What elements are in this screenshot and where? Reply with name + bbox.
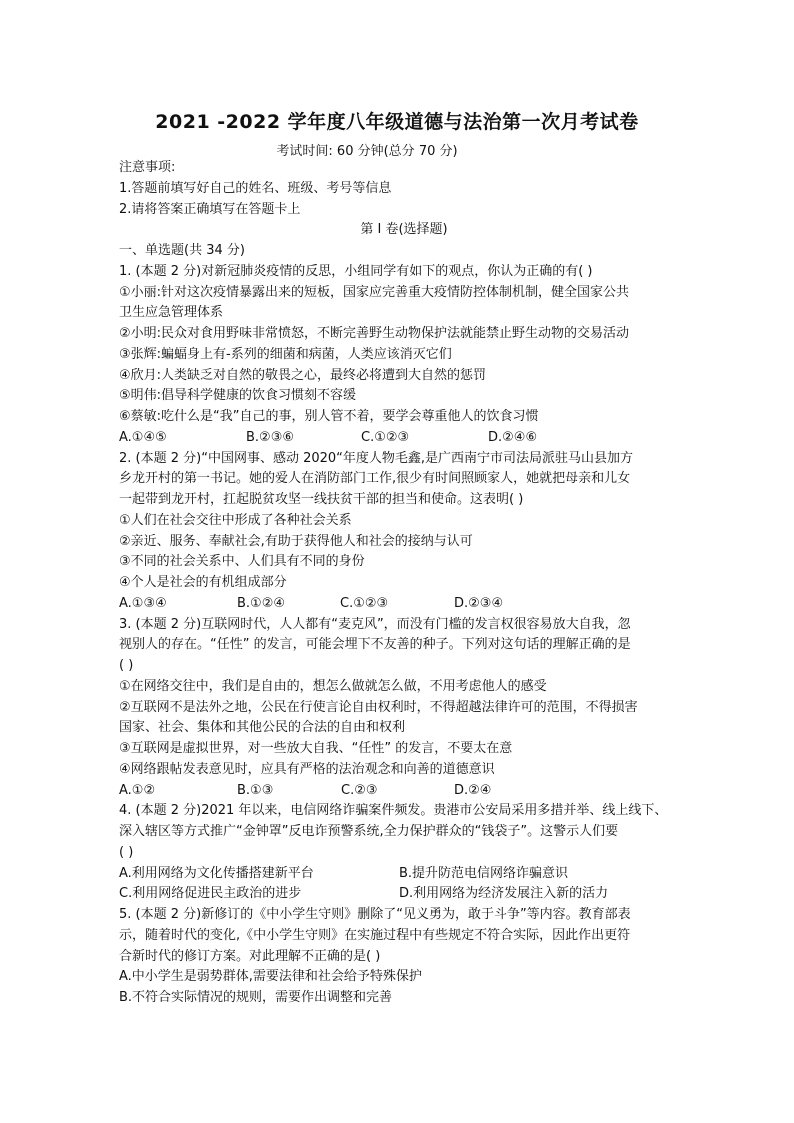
option-a[interactable]: A.利用网络为文化传播搭建新平台 [119,865,314,881]
statement: ④个人是社会的有机组成部分 [119,575,287,590]
option-a[interactable]: A.①③④ [119,595,167,611]
option-d[interactable]: D.②④ [454,782,492,798]
statement: 国家、社会、集体和其他公民的合法的自由和权利 [119,720,406,736]
statement: ①在网络交往中，我们是自由的，想怎么做就怎么做，不用考虑他人的感受 [119,678,547,694]
answer-options [119,781,689,802]
statement: ③不同的社会关系中、人们具有不同的身份 [119,554,365,570]
question-stem: 视别人的存在。“任性” 的发言，可能会埋下不友善的种子。下列对这句话的理解正确的是 [119,637,631,653]
question-1 [119,262,689,449]
option-d[interactable]: D.②③④ [454,595,504,611]
answer-options-row-1 [119,864,689,885]
statement: ②小明:民众对食用野味非常愤怒，不断完善野生动物保护法就能禁止野生动物的交易活动 [119,326,630,341]
exam-body [119,158,689,1009]
option-a[interactable]: A.①④⑤ [119,429,167,445]
statement: ③互联网是虚拟世界，对一些放大自我、“任性” 的发言，不要太在意 [119,741,513,756]
answer-options-row-2 [119,884,689,905]
option-d[interactable]: D.②④⑥ [488,429,538,445]
option-b[interactable]: B.提升防范电信网络诈骗意识 [399,865,569,881]
question-stem: 深入辖区等方式推广“金钟罩”反电诈预警系统,全力保护群众的“钱袋子”。这警示人们要 [119,824,619,839]
question-3 [119,615,689,802]
option-c[interactable]: C.利用网络促进民主政治的进步 [119,886,302,902]
exam-time-info: 考试时间: 60 分钟(总分 70 分) [276,144,458,159]
statement: ②亲近、服务、奉献社会,有助于获得他人和社会的接纳与认可 [119,533,473,549]
statement: ②互联网不是法外之地，公民在行使言论自由权利时，不得超越法律许可的范围，不得损害 [119,699,638,715]
question-stem: 1. (本题 2 分)对新冠肺炎疫情的反思，小组同学有如下的观点，你认为正确的有( ) [119,263,593,279]
statement: ⑤明伟:倡导科学健康的饮食习惯刻不容缓 [119,388,357,404]
answer-options [119,594,689,615]
option-c[interactable]: C.①②③ [361,429,410,445]
question-stem: 一起带到龙开村，扛起脱贫攻坚一线扶贫干部的担当和使命。这表明( ) [119,492,524,507]
section-title: 一、单选题(共 34 分) [119,243,245,258]
answer-options [119,428,689,449]
question-2 [119,449,689,615]
option-b[interactable]: B.不符合实际情况的规则，需要作出调整和完善 [119,990,393,1005]
statement: ④网络跟帖发表意见时，应具有严格的法治观念和向善的道德意识 [119,761,495,777]
option-d[interactable]: D.利用网络为经济发展注入新的活力 [399,886,609,902]
question-stem: ( ) [119,658,134,673]
question-stem: 2. (本题 2 分)“中国网事、感动 2020“年度人物毛鑫,是广西南宁市司法局派驻马山县加方 [119,450,634,466]
question-stem: 示，随着时代的变化,《中小学生守则》在实施过程中有些规定不符合实际，因此作出更符 [119,927,631,943]
question-stem: 5. (本题 2 分)新修订的《中小学生守则》删除了“见义勇为，敢于斗争”等内容。教育部表 [119,907,631,922]
note-item: 1.答题前填写好自己的姓名、班级、考号等信息 [119,180,392,196]
notes-heading: 注意事项: [119,160,176,175]
option-a[interactable]: A.①② [119,782,156,798]
statement: ③张辉:蝙蝠身上有-系列的细菌和病菌，人类应该消灭它们 [119,346,452,362]
statement: 卫生应急管理体系 [119,305,224,321]
question-4 [119,801,689,905]
question-stem: 4. (本题 2 分)2021 年以来，电信网络诈骗案件频发。贵港市公安局采用多措并举、线上线下、 [119,803,668,819]
statement: ①人们在社会交往中形成了各种社会关系 [119,512,352,528]
option-c[interactable]: C.①②③ [340,595,389,611]
question-stem: 3. (本题 2 分)互联网时代，人人都有“麦克风”，而没有门槛的发言权很容易放大自我，忽 [119,616,631,632]
option-a[interactable]: A.中小学生是弱势群体,需要法律和社会给予特殊保护 [119,969,422,985]
option-b[interactable]: B.①③ [237,782,274,798]
statement: ④欣月:人类缺乏对自然的敬畏之心，最终必将遭到大自然的惩罚 [119,367,487,383]
option-c[interactable]: C.②③ [341,782,378,798]
question-5 [119,905,689,1009]
volume-title: 第 I 卷(选择题) [360,222,448,238]
option-b[interactable]: B.②③⑥ [246,429,295,445]
question-stem: ( ) [119,844,134,860]
statement: ⑥蔡敏:吃什么是“我”自己的事，别人管不着，要学会尊重他人的饮食习惯 [119,409,539,424]
option-b[interactable]: B.①②④ [237,595,286,611]
question-stem: 合新时代的修订方案。对此理解不正确的是( ) [119,948,381,964]
question-stem: 乡龙开村的第一书记。她的爱人在消防部门工作,很少有时间照顾家人，她就把母亲和儿女 [119,471,631,487]
statement: ①小丽:针对这次疫情暴露出来的短板，国家应完善重大疫情防控体制机制，健全国家公共 [119,284,630,300]
exam-title: 2021 -2022 学年度八年级道德与法治第一次月考试卷 [155,111,639,133]
note-item: 2.请将答案正确填写在答题卡上 [119,201,301,217]
